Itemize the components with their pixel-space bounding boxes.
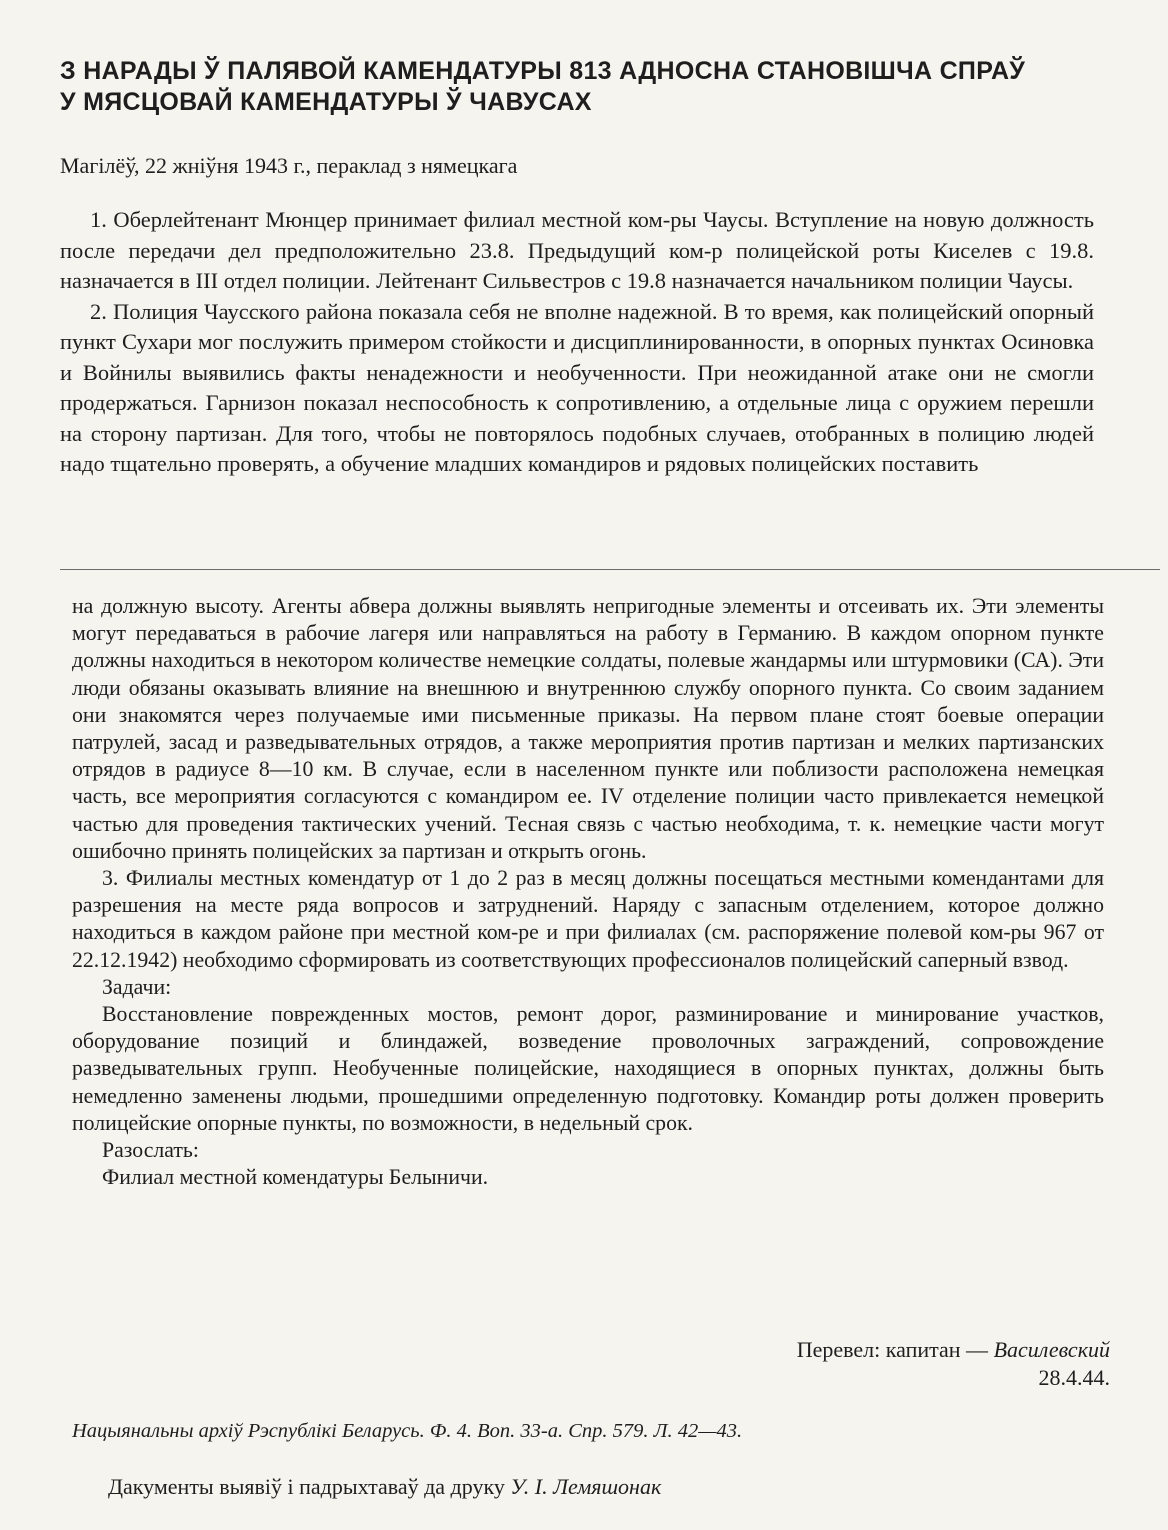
signature-name: Василевский <box>993 1337 1110 1362</box>
title-line-1: З НАРАДЫ Ў ПАЛЯВОЙ КАМЕНДАТУРЫ 813 АДНОСНА СТАНОВІШЧА СПРАЎ <box>60 57 1026 85</box>
archive-source: Нацыянальны архіў Рэспублікі Беларусь. Ф. 4. Воп. 33-а. Спр. 579. Л. 42—43. <box>72 1420 743 1442</box>
document-subtitle: Магілёў, 22 жніўня 1943 г., пераклад з нямецкага <box>60 153 518 178</box>
text-block-top <box>60 205 1094 480</box>
tasks-body: Восстановление поврежденных мостов, ремонт дорог, разминирование и минирование участков, оборудование позиций и блиндажей, возведение проволочных заграждений, сопровождение разведывательных групп. Необученные полицейские, находящиеся в опорных пунктах, должны быть немедленно заменены людьми, прошедшими определенную подготовку. Командир роты должен проверить полицейские опорные пункты, по возможности, в недельный срок. <box>72 1002 1104 1135</box>
credit-text: Дакументы выявіў і падрыхтаваў да друку <box>108 1474 511 1499</box>
distribution-body: Филиал местной комендатуры Белыничи. <box>102 1165 489 1190</box>
title-line-2: У МЯСЦОВАЙ КАМЕНДАТУРЫ Ў ЧАВУСАХ <box>60 88 592 116</box>
paragraph-3: 3. Филиалы местных комендатур от 1 до 2 раз в месяц должны посещаться местными комендантами для разрешения на месте ряда вопросов и затруднений. Наряду с запасным отделением, которое должно находиться в каждом районе при местной ком-ре и при филиалах (см. распоряжение полевой ком-ры 967 от 22.12.1942) необходимо сформировать из соответствующих профессионалов полицейский саперный взвод. <box>72 866 1104 972</box>
text-block-bottom <box>72 593 1104 1191</box>
signature-date: 28.4.44. <box>1038 1365 1110 1390</box>
paragraph-2: 2. Полиция Чаусского района показала себя не вполне надежной. В то время, как полицейский опорный пункт Сухари мог послужить примером стойкости и дисциплинированности, в опорных пунктах Осиновка и Войнилы выявились факты ненадежности и необученности. При неожиданной атаке они не смогли продержаться. Гарнизон показал неспособность к сопротивлению, а отдельные лица с оружием перешли на сторону партизан. Для того, чтобы не повторялось подобных случаев, отобранных в полицию людей надо тщательно проверять, а обучение младших командиров и рядовых полицейских поставить <box>60 298 1094 476</box>
editor-credit <box>108 1474 661 1500</box>
document-title <box>60 56 1120 118</box>
signature-block <box>797 1336 1110 1392</box>
distribution-heading: Разослать: <box>102 1138 199 1163</box>
credit-name: У. І. Лемяшонак <box>510 1474 662 1499</box>
paragraph-1: 1. Оберлейтенант Мюнцер принимает филиал местной ком-ры Чаусы. Вступление на новую должность после передачи дел предположительно 23.8. Предыдущий ком-р полицейской роты Киселев с 19.8. назначается в III отдел полиции. Лейтенант Сильвестров с 19.8 назначается начальником полиции Чаусы. <box>60 207 1094 293</box>
signature-prefix: Перевел: капитан — <box>796 1337 994 1362</box>
page-divider <box>60 569 1160 570</box>
signature-line <box>797 1336 1110 1364</box>
tasks-heading: Задачи: <box>102 974 172 999</box>
paragraph-2-continuation: на должную высоту. Агенты абвера должны выявлять непригодные элементы и отсеивать их. Эти элементы могут передаваться в рабочие лагеря или направляться на работу в Германию. В каждом опорном пункте должны находиться в некотором количестве немецкие солдаты, полевые жандармы или штурмовики (СА). Эти люди обязаны оказывать влияние на внешнюю и внутреннюю службу опорного пункта. Со своим заданием они знакомятся через получаемые ими письменные приказы. На первом плане стоят боевые операции патрулей, засад и разведывательных отрядов, а также мероприятия против партизан и мелких партизанских отрядов в радиусе 8—10 км. В случае, если в населенном пункте или поблизости расположена немецкая часть, все мероприятия согласуются с командиром ее. IV отделение полиции часто привлекается немецкой частью для проведения тактических учений. Тесная связь с частью необходима, т. к. немецкие части могут ошибочно принять полицейских за партизан и открыть огонь. <box>72 594 1104 863</box>
